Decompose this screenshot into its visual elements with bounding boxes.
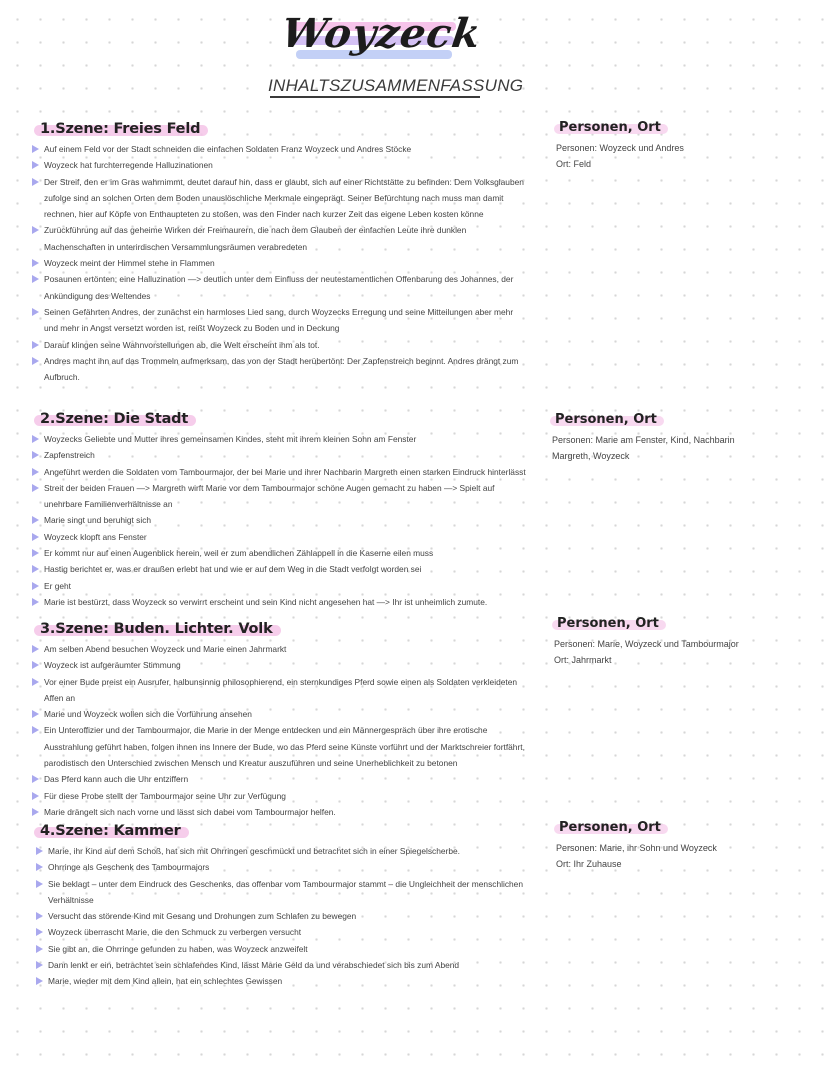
list-item <box>32 157 528 173</box>
persons-title: Personen, Ort <box>552 412 660 427</box>
bullet-triangle-icon <box>32 726 39 734</box>
list-item <box>36 941 528 957</box>
list-item <box>32 706 528 722</box>
list-item <box>32 804 528 820</box>
subtitle-underline <box>270 96 480 98</box>
bullet-triangle-icon <box>32 565 39 573</box>
bullet-triangle-icon <box>32 341 39 349</box>
bullet-triangle-icon <box>32 275 39 283</box>
point-text: Am selben Abend besuchen Woyzeck und Marie einen Jahrmarkt <box>44 644 287 654</box>
bullet-triangle-icon <box>32 259 39 267</box>
point-text: Versucht das störende Kind mit Gesang und Drohungen zum Schlafen zu bewegen <box>48 911 357 922</box>
list-item <box>32 337 528 353</box>
scene-title: 2.Szene: Die Stadt <box>36 411 192 427</box>
point-text: Darauf klingen seine Wahnvorstellungen ab, die Welt erscheint ihm als tot. <box>44 339 320 350</box>
list-item <box>32 353 528 386</box>
bullet-triangle-icon <box>32 645 39 653</box>
list-item <box>32 271 528 304</box>
scene-title: 1.Szene: Freies Feld <box>36 121 204 137</box>
persons-line: Personen: Marie, ihr Sohn und Woyzeck <box>556 843 717 853</box>
point-text: Hastig berichtet er, was er draußen erlebt hat und wie er auf dem Weg in die Stadt verfolgt worden sei <box>44 564 422 575</box>
list-item <box>32 141 528 157</box>
point-text: Zapfenstreich <box>44 450 95 461</box>
bullet-triangle-icon <box>36 863 43 871</box>
point-text: Marie ist bestürzt, dass Woyzeck so verwirrt erscheint und sein Kind nicht angesehen hat —> Ihr ist unheimlich zumute. <box>44 596 488 607</box>
persons-line: Personen: Marie am Fenster, Kind, Nachbarin <box>552 435 735 445</box>
point-text: Auf einem Feld vor der Stadt schneiden die einfachen Soldaten Franz Woyzeck und Andres Stöcke <box>44 144 412 154</box>
list-item <box>36 876 528 909</box>
bullet-triangle-icon <box>36 961 43 969</box>
point-text: Sie beklagt – unter dem Eindruck des Geschenks, das offenbar vom Tambourmajor stammt – die Ungleichheit der menschlichen Verhältnisse <box>48 878 523 905</box>
list-item <box>32 788 528 804</box>
point-text: Marie, ihr Kind auf dem Schoß, hat sich mit Ohrringen geschmückt und betrachtet sich in einer Spiegelscherbe. <box>48 846 460 856</box>
point-text: Marie, wieder mit dem Kind allein, hat ein schlechtes Gewissen <box>48 976 283 987</box>
persons-box-1 <box>556 116 816 172</box>
bullet-triangle-icon <box>32 357 39 365</box>
point-text: Für diese Probe stellt der Tambourmajor seine Uhr zur Verfügung <box>44 790 286 801</box>
scene-title: 4.Szene: Kammer <box>36 823 185 839</box>
point-text: Andres macht ihn auf das Trommeln aufmerksam, das von der Stadt herübertönt: Der Zapfenstreich beginnt. Andres drängt zum Aufbruch. <box>44 355 519 383</box>
list-item <box>32 722 528 771</box>
point-text: Marie singt und beruhigt sich <box>44 515 152 526</box>
point-text: Zurückführung auf das geheime Wirken der Freimaurern, die nach dem Glauben der einfachen Leute ihre dunklen Machenschaften in unterirdischen Versammlungsräumen verabredeten <box>44 225 467 252</box>
scene-4 <box>32 820 528 990</box>
list-item <box>36 859 528 875</box>
persons-line: Ort: Ihr Zuhause <box>556 859 622 869</box>
persons-box-3 <box>554 612 814 668</box>
list-item <box>32 529 528 545</box>
point-text: Streit der beiden Frauen —> Margreth wirft Marie vor dem Tambourmajor schöne Augen gemacht zu haben —> Spielt auf unehrbare Familienverhältnisse an <box>44 482 495 510</box>
header <box>0 0 828 100</box>
persons-line: Personen: Marie, Woyzeck und Tambourmajor <box>554 639 739 649</box>
list-item <box>32 480 528 513</box>
scene-points <box>32 141 528 385</box>
point-text: Dann lenkt er ein, betrachtet sein schlafendes Kind, lässt Marie Geld da und verabschiedet sich bis zum Abend <box>48 960 460 971</box>
point-text: Posaunen ertönten; eine Halluzination —> deutlich unter dem Einfluss der neutestamentlichen Offenbarung des Johannes, der Ankündigung des Weltendes <box>44 274 514 301</box>
bullet-triangle-icon <box>32 161 39 169</box>
point-text: Marie und Woyzeck wollen sich die Vorführung ansehen <box>44 709 252 720</box>
bullet-triangle-icon <box>32 145 39 153</box>
persons-title: Personen, Ort <box>556 120 664 135</box>
list-item <box>32 512 528 528</box>
list-item <box>36 908 528 924</box>
bullet-triangle-icon <box>32 582 39 590</box>
persons-line: Personen: Woyzeck und Andres <box>556 143 684 153</box>
bullet-triangle-icon <box>32 710 39 718</box>
bullet-triangle-icon <box>32 661 39 669</box>
persons-line: Margreth, Woyzeck <box>552 451 630 461</box>
bullet-triangle-icon <box>32 775 39 783</box>
point-text: Das Pferd kann auch die Uhr entziffern <box>44 774 189 785</box>
point-text: Ohrringe als Geschenk des Tambourmajors <box>48 862 210 873</box>
point-text: Ein Unteroffizier und der Tambourmajor, die Marie in der Menge entdecken und ein Männergespräch über ihre erotische Ausstrahlung geführt haben, folgen ihnen ins Innere der Bude, wo das Pferd seine Künste vorführt und der Marktschreier fortfährt, parodistisch den Unterschied zwischen Mensch und Kreatur auszuführen und seine Unerheblichkeit zu betonen <box>44 725 525 769</box>
persons-line: Ort: Jahrmarkt <box>554 655 612 665</box>
point-text: Woyzeck ist aufgeräumter Stimmung <box>44 660 181 671</box>
bullet-triangle-icon <box>32 451 39 459</box>
list-item <box>36 957 528 973</box>
point-text: Woyzecks Geliebte und Mutter ihres gemeinsamen Kindes, steht mit ihrem kleinen Sohn am Fenster <box>44 434 417 444</box>
scene-1 <box>32 118 528 385</box>
bullet-triangle-icon <box>36 928 43 936</box>
bullet-triangle-icon <box>32 808 39 816</box>
bullet-triangle-icon <box>32 435 39 443</box>
list-item <box>32 255 528 271</box>
bullet-triangle-icon <box>36 880 43 888</box>
bullet-triangle-icon <box>32 516 39 524</box>
list-item <box>32 578 528 594</box>
list-item <box>32 657 528 673</box>
list-item <box>36 973 528 989</box>
list-item <box>32 641 528 657</box>
scene-title: 3.Szene: Buden. Lichter. Volk <box>36 621 277 637</box>
list-item <box>32 304 528 337</box>
point-text: Woyzeck klopft ans Fenster <box>44 531 147 542</box>
bullet-triangle-icon <box>32 468 39 476</box>
point-text: Woyzeck meint der Himmel stehe in Flammen <box>44 258 215 269</box>
scene-points <box>32 431 528 610</box>
persons-box-2 <box>552 408 812 464</box>
bullet-triangle-icon <box>32 178 39 186</box>
bullet-triangle-icon <box>32 598 39 606</box>
title-highlight <box>278 8 485 70</box>
persons-title: Personen, Ort <box>556 820 664 835</box>
point-text: Er kommt nur auf einen Augenblick herein, weil er zum abendlichen Zählappell in die Kaserne eilen muss <box>44 548 434 559</box>
list-item <box>32 431 528 447</box>
bullet-triangle-icon <box>36 847 43 855</box>
bullet-triangle-icon <box>36 945 43 953</box>
list-item <box>32 674 528 707</box>
list-item <box>32 771 528 787</box>
point-text: Er geht <box>44 580 72 591</box>
point-text: Der Streif, den er im Gras wahrnimmt, deutet darauf hin, dass er glaubt, sich auf einer Richtstätte zu befinden: Dem Volksglauben zufolge sind an solchen Orten dem Boden unauslöschliche Merkmale eingeprägt. Seiner Befürchtung nach muss man damit rechnen, hier auf Köpfe von Enthaupteten zu stoßen, was den Finder nach kurzer Zeit das eigene Leben kosten könne <box>44 176 524 220</box>
point-text: Sie gibt an, die Ohrringe gefunden zu haben, was Woyzeck anzweifelt <box>48 943 308 954</box>
point-text: Woyzeck überrascht Marie, die den Schmuck zu verbergen versucht <box>48 927 302 938</box>
bullet-triangle-icon <box>32 226 39 234</box>
page-title: Woyzeck <box>278 10 485 57</box>
bullet-triangle-icon <box>32 792 39 800</box>
list-item <box>32 222 528 255</box>
persons-line: Ort: Feld <box>556 159 592 169</box>
bullet-triangle-icon <box>36 912 43 920</box>
list-item <box>32 561 528 577</box>
bullet-triangle-icon <box>32 308 39 316</box>
list-item <box>32 464 528 480</box>
list-item <box>32 594 528 610</box>
list-item <box>36 843 528 859</box>
persons-title: Personen, Ort <box>554 616 662 631</box>
point-text: Angeführt werden die Soldaten vom Tambourmajor, der bei Marie und ihrer Nachbarin Margreth einen starken Eindruck hinterlässt <box>44 466 526 477</box>
scene-points <box>36 843 528 990</box>
list-item <box>36 924 528 940</box>
scene-2 <box>32 408 528 610</box>
scene-points <box>32 641 528 820</box>
page-subtitle: INHALTSZUSAMMENFASSUNG <box>268 76 524 95</box>
bullet-triangle-icon <box>32 549 39 557</box>
list-item <box>32 174 528 223</box>
bullet-triangle-icon <box>32 533 39 541</box>
bullet-triangle-icon <box>36 977 43 985</box>
point-text: Marie drängelt sich nach vorne und lässt sich dabei vom Tambourmajor helfen. <box>44 806 336 817</box>
point-text: Woyzeck hat furchterregende Halluzinationen <box>44 160 213 171</box>
bullet-triangle-icon <box>32 678 39 686</box>
list-item <box>32 545 528 561</box>
bullet-triangle-icon <box>32 484 39 492</box>
list-item <box>32 447 528 463</box>
point-text: Vor einer Bude preist ein Ausrufer, halbunsinnig philosophierend, ein sternkundiges Pferd sowie einen als Soldaten verkleideten Affen an <box>44 676 518 703</box>
point-text: Seinen Gefährten Andres, der zunächst ein harmloses Lied sang, durch Woyzecks Erregung und seine Mitteilungen aber mehr und mehr in Angst versetzt worden ist, reißt Woyzeck zu Boden und in Deckung <box>44 306 514 334</box>
scene-3 <box>32 618 528 820</box>
persons-box-4 <box>556 816 816 872</box>
